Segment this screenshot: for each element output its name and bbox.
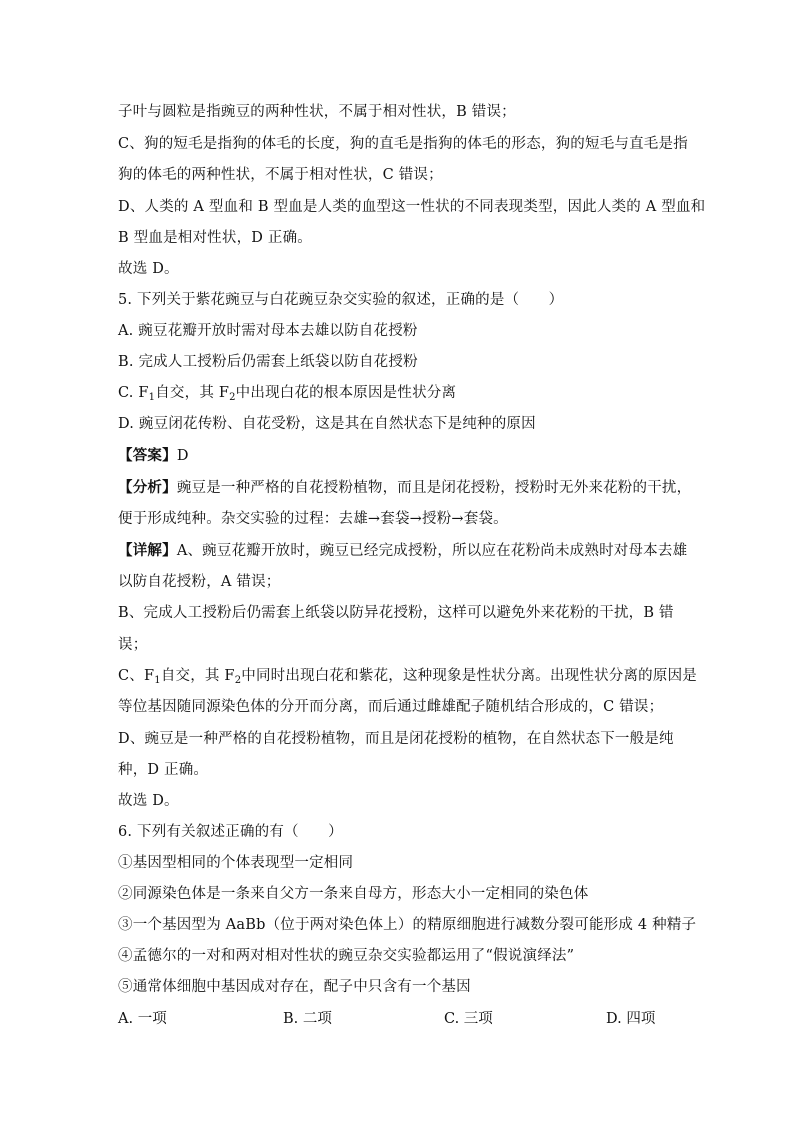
analysis: 【分析】豌豆是一种严格的自花授粉植物，而且是闭花授粉，授粉时无外来花粉的干扰， xyxy=(118,479,692,496)
conclusion: 故选 D。 xyxy=(118,793,179,809)
question-stem: 6. 下列有关叙述正确的有（ ） xyxy=(118,824,343,840)
option-a: A. 豌豆花瓣开放时需对母本去雄以防自花授粉 xyxy=(118,323,418,339)
option-d: D. 四项 xyxy=(606,1011,656,1027)
detail-cont: 种，D 正确。 xyxy=(118,762,209,778)
detail-cont: 以防自花授粉，A 错误； xyxy=(118,574,281,590)
answer: 【答案】D xyxy=(118,447,189,464)
option-a: A. 一项 xyxy=(118,1011,167,1027)
detail: 【详解】A、豌豆花瓣开放时，豌豆已经完成授粉，所以应在花粉尚未成熟时对母本去雄 xyxy=(118,542,688,559)
detail-cont: 误； xyxy=(118,637,148,653)
option-d: D. 豌豆闭花传粉、自花受粉，这是其在自然状态下是纯种的原因 xyxy=(118,416,536,432)
option-b: B. 二项 xyxy=(283,1011,332,1027)
detail-cont: C、$F_1$自交，其 $F_2$中同时出现白花和紫花，这种现象是性状分离。出现性状分离的原因是 xyxy=(118,668,697,686)
detail-cont: 等位基因随同源染色体的分开而分离，而后通过雌雄配子随机结合形成的，C 错误； xyxy=(118,699,664,715)
detail-cont: B、完成人工授粉后仍需套上纸袋以防异花授粉，这样可以避免外来花粉的干扰，B 错 xyxy=(118,605,674,621)
question-stem: 5. 下列关于紫花豌豆与白花豌豆杂交实验的叙述，正确的是（ ） xyxy=(118,292,564,308)
statement-3: ③一个基因型为 AaBb（位于两对染色体上）的精原细胞进行减数分裂可能形成 4 种精子 xyxy=(118,917,697,933)
statement-4: ④孟德尔的一对和两对相对性状的豌豆杂交实验都运用了“假说演绎法” xyxy=(118,948,575,964)
statement-2: ②同源染色体是一条来自父方一条来自母方，形态大小一定相同的染色体 xyxy=(118,886,589,902)
statement-5: ⑤通常体细胞中基因成对存在，配子中只含有一个基因 xyxy=(118,979,471,995)
option-b: B. 完成人工授粉后仍需套上纸袋以防自花授粉 xyxy=(118,354,418,370)
option-c: C. $F_1$自交，其 $F_2$中出现白花的根本原因是性状分离 xyxy=(118,385,457,403)
analysis-cont: 便于形成纯种。杂交实验的过程：去雄→套袋→授粉→套袋。 xyxy=(118,511,508,527)
conclusion: 故选 D。 xyxy=(118,261,179,277)
text-line: C、狗的短毛是指狗的体毛的长度，狗的直毛是指狗的体毛的形态，狗的短毛与直毛是指 xyxy=(118,136,688,152)
text-line: D、人类的 A 型血和 B 型血是人类的血型这一性状的不同表现类型，因此人类的 A 型血和 xyxy=(118,199,706,215)
text-line: 子叶与圆粒是指豌豆的两种性状，不属于相对性状，B 错误； xyxy=(118,104,516,120)
text-line: B 型血是相对性状，D 正确。 xyxy=(118,230,312,246)
detail-cont: D、豌豆是一种严格的自花授粉植物，而且是闭花授粉的植物，在自然状态下一般是纯 xyxy=(118,731,674,747)
statement-1: ①基因型相同的个体表现型一定相同 xyxy=(118,855,354,871)
option-c: C. 三项 xyxy=(444,1011,493,1027)
text-line: 狗的体毛的两种性状，不属于相对性状，C 错误； xyxy=(118,167,443,183)
